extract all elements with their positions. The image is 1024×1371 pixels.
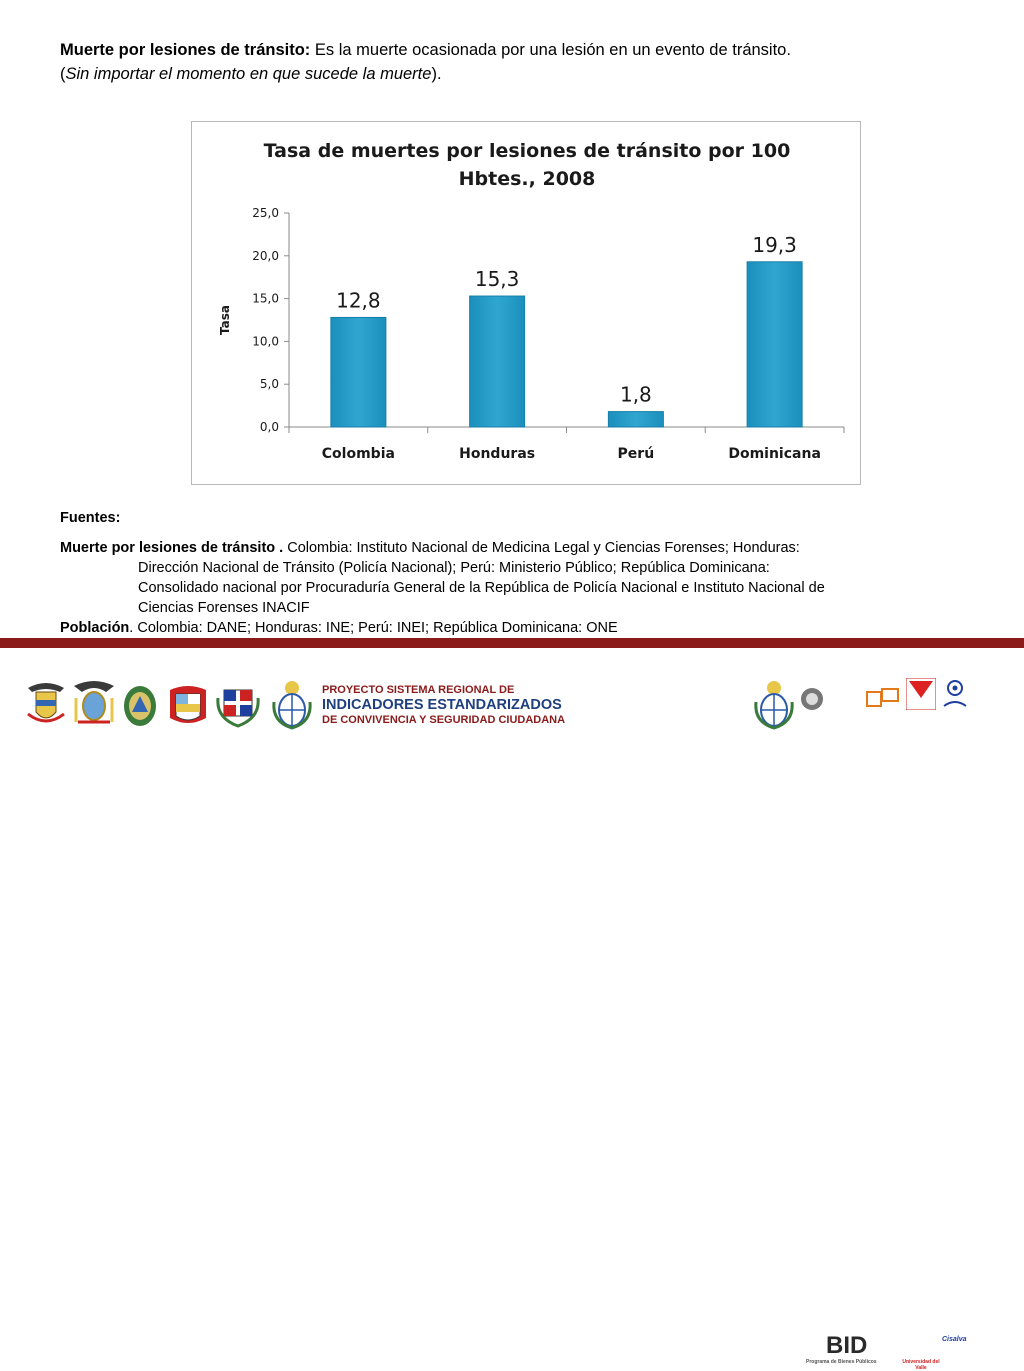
y-tick-label: 5,0	[259, 377, 279, 392]
bar-honduras	[470, 296, 525, 427]
ecuador-coat-of-arms-icon	[72, 678, 116, 730]
sources-heading: Fuentes:	[60, 510, 121, 526]
bid-squares-icon	[866, 688, 900, 710]
data-label: 19,3	[752, 232, 797, 257]
intro-definition: Es la muerte ocasionada por una lesión en un evento de tránsito.	[310, 41, 791, 59]
footer-divider	[0, 638, 1024, 648]
intro-text	[60, 38, 990, 86]
population-source	[60, 618, 980, 638]
honduras-coat-of-arms-icon	[118, 678, 162, 730]
mortality-source-label: Muerte por lesiones de tránsito .	[60, 540, 284, 556]
x-category-label: Honduras	[459, 446, 536, 462]
uruguay-coat-of-arms-icon	[270, 678, 314, 730]
colombia-coat-of-arms-icon	[24, 678, 68, 730]
data-label: 12,8	[336, 288, 381, 313]
project-line3: DE CONVIVENCIA Y SEGURIDAD CIUDADANA	[322, 714, 566, 726]
y-tick-label: 15,0	[252, 291, 279, 306]
bid-logo: BID	[826, 1332, 868, 1359]
cisalva-logo-icon	[940, 678, 970, 718]
x-category-label: Perú	[617, 446, 655, 462]
mortality-source-line1: Colombia: Instituto Nacional de Medicina Legal y Ciencias Forenses; Honduras:	[283, 540, 800, 556]
x-category-label: Colombia	[321, 446, 395, 462]
intro-note-close: ).	[431, 65, 442, 83]
peru-coat-of-arms-icon	[166, 678, 210, 730]
project-title	[322, 684, 565, 726]
y-tick-label: 10,0	[252, 334, 279, 349]
project-line2: INDICADORES ESTANDARIZADOS	[322, 697, 562, 713]
bid-globe-icon	[800, 684, 824, 714]
chart-title-line2: Hbtes., 2008	[458, 168, 596, 190]
mortality-source-line2: Dirección Nacional de Tránsito (Policía Nacional); Perú: Ministerio Público; República Dominicana:	[138, 560, 770, 576]
bar-colombia	[331, 317, 386, 427]
dominican-republic-coat-of-arms-icon	[216, 678, 260, 730]
univalle-logo-icon	[906, 678, 936, 710]
data-label: 15,3	[474, 267, 520, 292]
bar-dominicana	[747, 262, 802, 427]
cisalva-label: Cisalva	[942, 1336, 967, 1343]
bid-subtitle: Programa de Bienes Públicos	[806, 1359, 877, 1365]
chart-container	[191, 121, 861, 485]
bar-chart	[192, 122, 862, 486]
mortality-source	[60, 538, 980, 558]
y-tick-label: 20,0	[252, 248, 279, 263]
univalle-label: Universidad del Valle	[902, 1359, 940, 1371]
mortality-source-line4: Ciencias Forenses INACIF	[138, 600, 310, 616]
data-label: 1,8	[619, 382, 652, 407]
sources-block	[60, 508, 980, 638]
chart-title-line1: Tasa de muertes por lesiones de tránsito por 100	[263, 140, 791, 162]
mortality-source-line3: Consolidado nacional por Procuraduría General de la República de Policía Nacional e Instituto Nacional de	[138, 580, 825, 596]
bar-perú	[608, 412, 663, 427]
y-tick-label: 0,0	[259, 420, 279, 434]
intro-note: Sin importar el momento en que sucede la muerte	[65, 65, 432, 83]
population-source-text: . Colombia: DANE; Honduras: INE; Perú: INEI; República Dominicana: ONE	[129, 620, 618, 636]
project-line1: PROYECTO SISTEMA REGIONAL DE	[322, 684, 515, 696]
intro-term: Muerte por lesiones de tránsito:	[60, 41, 311, 59]
x-category-label: Dominicana	[728, 446, 821, 462]
y-tick-label: 25,0	[252, 206, 279, 220]
uruguay-emblem-right-icon	[752, 678, 796, 730]
intro-note-open: (	[60, 65, 66, 83]
population-source-label: Población	[60, 620, 130, 636]
y-axis-label: Tasa	[218, 305, 232, 335]
